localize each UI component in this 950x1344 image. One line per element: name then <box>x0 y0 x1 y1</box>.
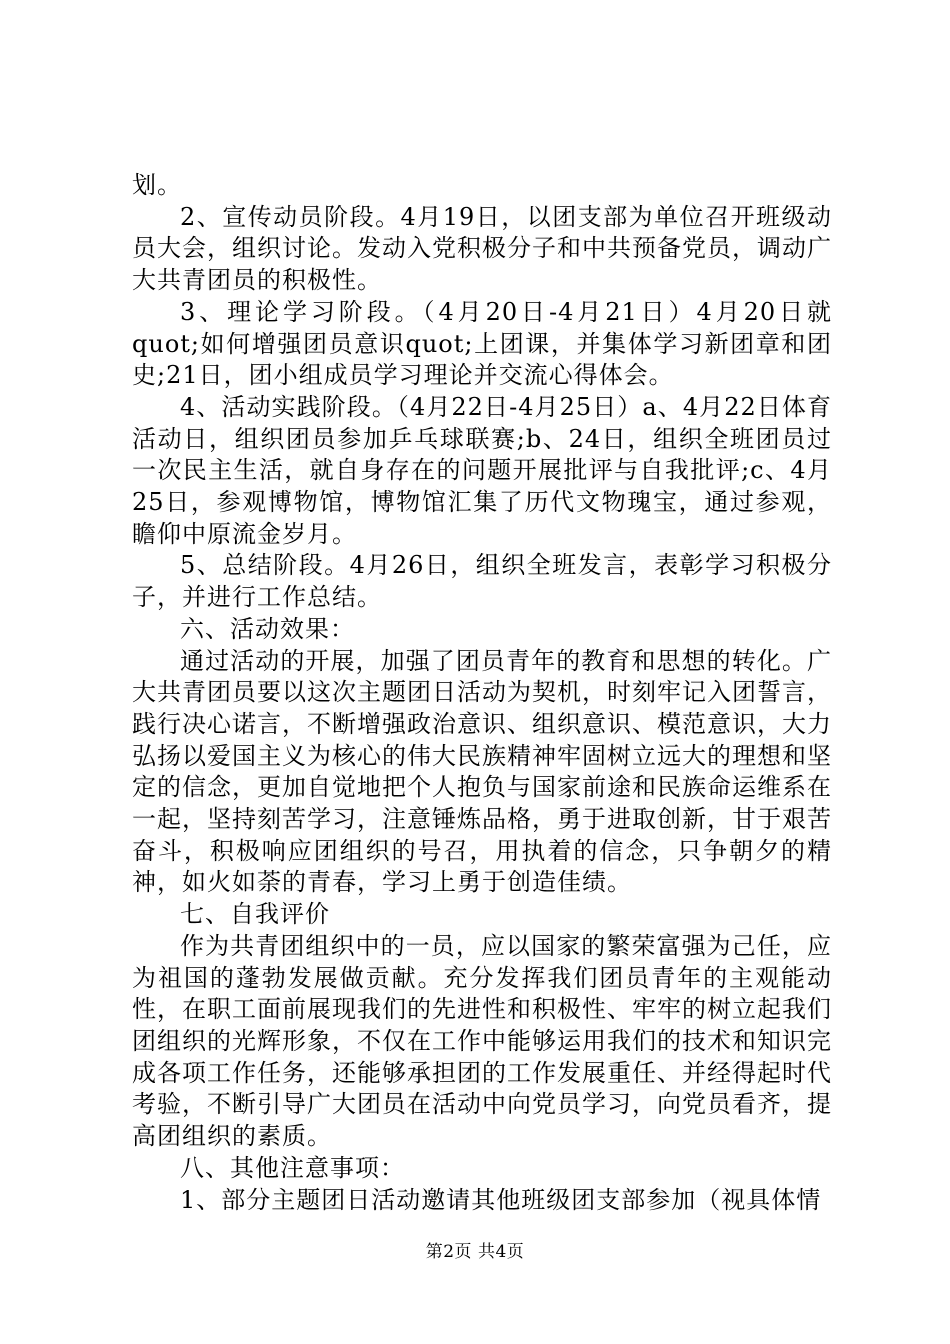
paragraph-continuation: 划。 <box>132 171 182 199</box>
paragraph-theory-study-stage: 3、理论学习阶段。（4月20日-4月21日）4月20日就quot;如何增强团员意识quot;上团课，并集体学习新团章和团史;21日，团小组成员学习理论并交流心得体会。 <box>132 297 832 390</box>
paragraph-activity-effect: 通过活动的开展，加强了团员青年的教育和思想的转化。广大共青团员要以这次主题团日活动为契机，时刻牢记入团誓言，践行决心诺言，不断增强政治意识、组织意识、模范意识，大力弘扬以爱国主义为核心的伟大民族精神牢固树立远大的理想和坚定的信念，更加自觉地把个人抱负与国家前途和民族命运维系在一起，坚持刻苦学习，注意锤炼品格，勇于进取创新，甘于艰苦奋斗，积极响应团组织的号召，用执着的信念，只争朝夕的精神，如火如荼的青春，学习上勇于创造佳绩。 <box>132 646 832 897</box>
paragraph-summary-stage: 5、总结阶段。4月26日，组织全班发言，表彰学习积极分子，并进行工作总结。 <box>132 551 832 612</box>
heading-self-evaluation: 七、自我评价 <box>180 900 330 929</box>
heading-other-notes: 八、其他注意事项： <box>180 1153 405 1182</box>
paragraph-publicity-stage: 2、宣传动员阶段。4月19日，以团支部为单位召开班级动员大会，组织讨论。发动入党积极分子和中共预备党员，调动广大共青团员的积极性。 <box>132 202 832 295</box>
paragraph-other-notes-1: 1、部分主题团日活动邀请其他班级团支部参加（视具体情 <box>180 1185 822 1214</box>
paragraph-self-evaluation: 作为共青团组织中的一员，应以国家的繁荣富强为己任，应为祖国的蓬勃发展做贡献。充分发挥我们团员青年的主观能动性，在职工面前展现我们的先进性和积极性、牢牢的树立起我们团组织的光辉形象，不仅在工作中能够运用我们的技术和知识完成各项工作任务，还能够承担团的工作发展重任、并经得起时代考验，不断引导广大团员在活动中向党员学习，向党员看齐，提高团组织的素质。 <box>132 931 832 1151</box>
paragraph-practice-stage: 4、活动实践阶段。（4月22日-4月25日）a、4月22日体育活动日，组织团员参加乒乓球联赛;b、24日，组织全班团员过一次民主生活，就自身存在的问题开展批评与自我批评;c、4月25日，参观博物馆，博物馆汇集了历代文物瑰宝，通过参观，瞻仰中原流金岁月。 <box>132 392 832 548</box>
document-body <box>132 170 832 1216</box>
page-footer <box>0 1241 950 1263</box>
page-number-label: 第2页 共4页 <box>425 1242 525 1262</box>
heading-activity-effect: 六、活动效果： <box>180 614 355 643</box>
